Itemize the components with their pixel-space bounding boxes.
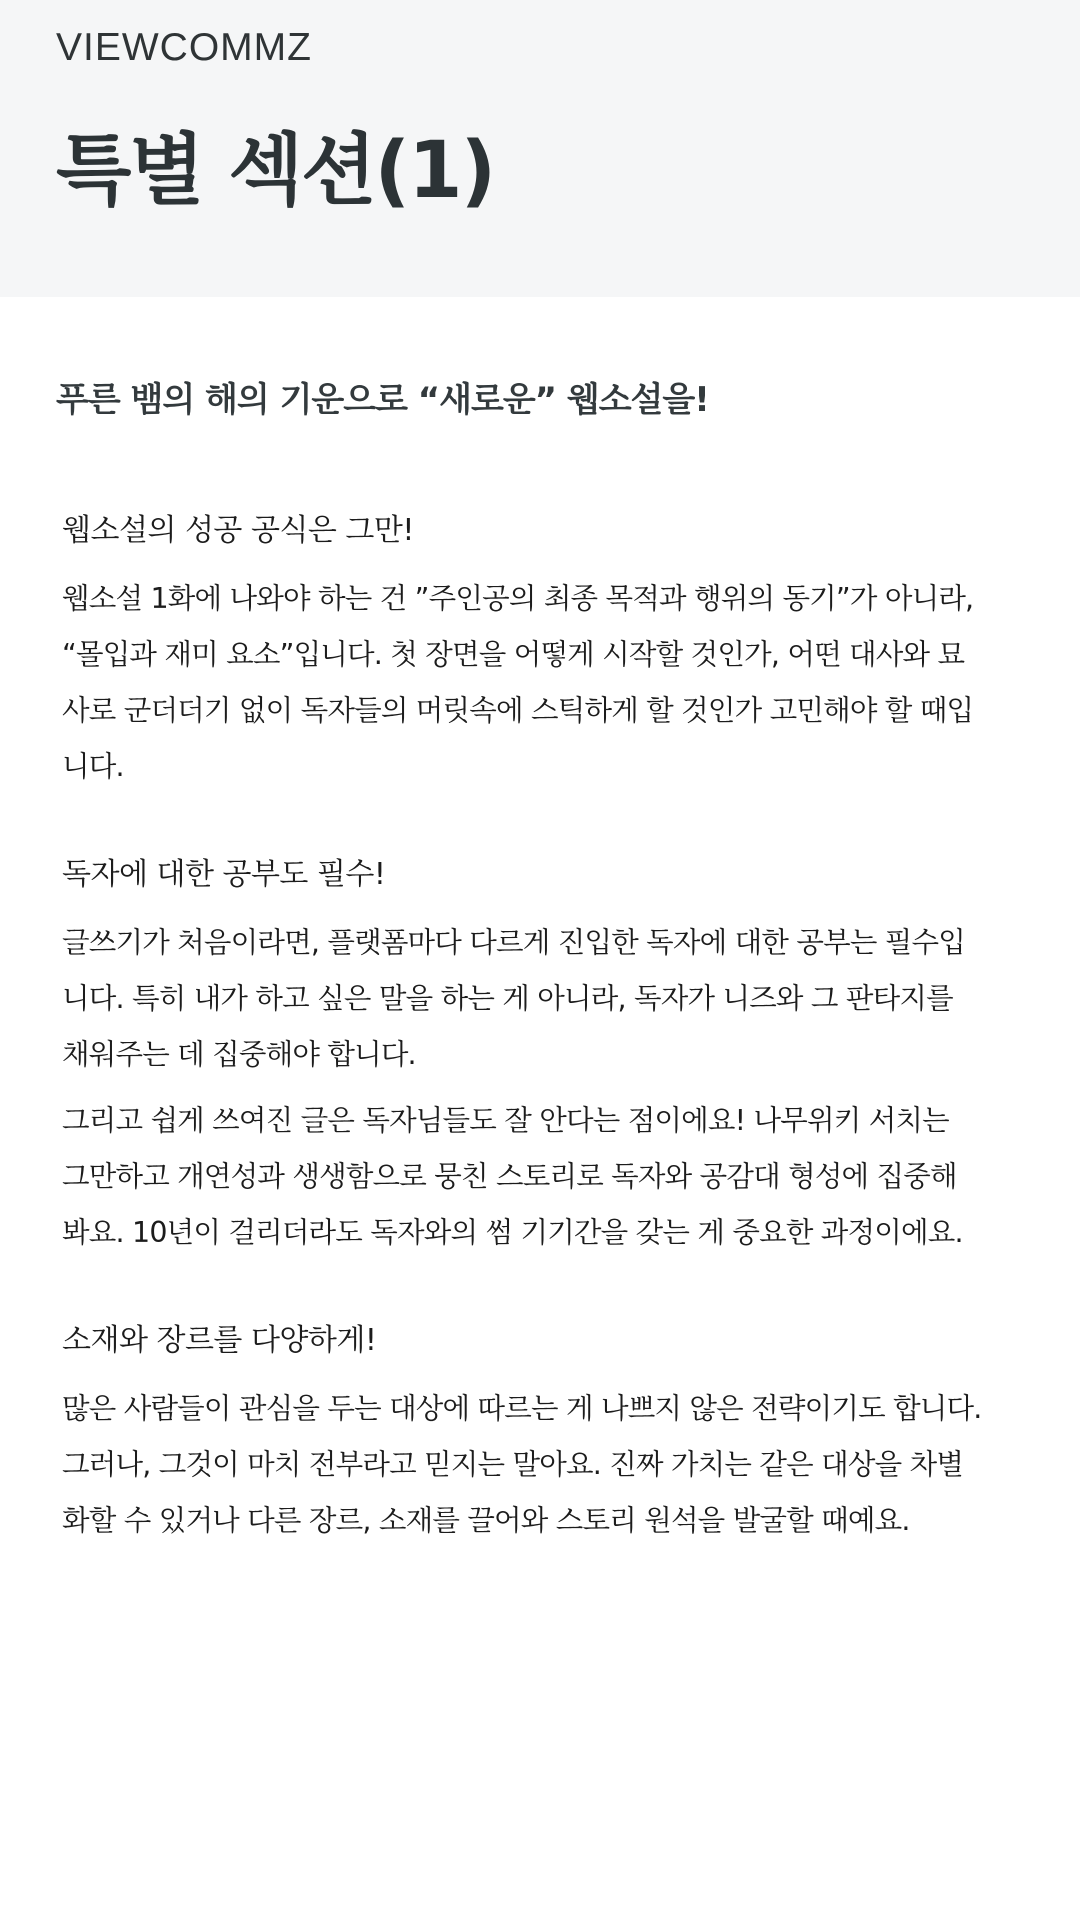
- section-heading: 웹소설의 성공 공식은 그만!: [62, 513, 414, 548]
- header: [0, 0, 1080, 297]
- page-title: 특별 섹션(1): [56, 126, 495, 216]
- paragraph: 웹소설 1화에 나와야 하는 건 ”주인공의 최종 목적과 행위의 동기”가 아니라, “몰입과 재미 요소”입니다. 첫 장면을 어떻게 시작할 것인가, 어떤 대사와 묘사로 군더더기 없이 독자들의 머릿속에 스틱하게 할 것인가 고민해야 할 때입니다.: [62, 582, 974, 783]
- paragraph: 많은 사람들이 관심을 두는 대상에 따르는 게 나쁘지 않은 전략이기도 합니다. 그러나, 그것이 마치 전부라고 믿지는 말아요. 진짜 가치는 같은 대상을 차별화할 수 있거나 다른 장르, 소재를 끌어와 스토리 원석을 발굴할 때예요.: [62, 1392, 982, 1537]
- section-heading: 소재와 장르를 다양하게!: [62, 1323, 377, 1358]
- section-genre-variety: [62, 1321, 1024, 1549]
- section-reader-study: [62, 855, 1024, 1261]
- brand-name[interactable]: VIEWCOMMZ: [56, 26, 312, 69]
- article-subtitle: 푸른 뱀의 해의 기운으로 “새로운” 웹소설을!: [56, 380, 709, 420]
- paragraph: 그리고 쉽게 쓰여진 글은 독자님들도 잘 안다는 점이에요! 나무위키 서치는 그만하고 개연성과 생생함으로 뭉친 스토리로 독자와 공감대 형성에 집중해 봐요. 10년이 걸리더라도 독자와의 썸 기기간을 갖는 게 중요한 과정이에요.: [62, 1104, 963, 1249]
- article-body: [0, 297, 1080, 1549]
- section-heading: 독자에 대한 공부도 필수!: [62, 857, 386, 892]
- section-success-formula: [62, 511, 1024, 795]
- paragraph: 글쓰기가 처음이라면, 플랫폼마다 다르게 진입한 독자에 대한 공부는 필수입니다. 특히 내가 하고 싶은 말을 하는 게 아니라, 독자가 니즈와 그 판타지를 채워주는 데 집중해야 합니다.: [62, 926, 965, 1071]
